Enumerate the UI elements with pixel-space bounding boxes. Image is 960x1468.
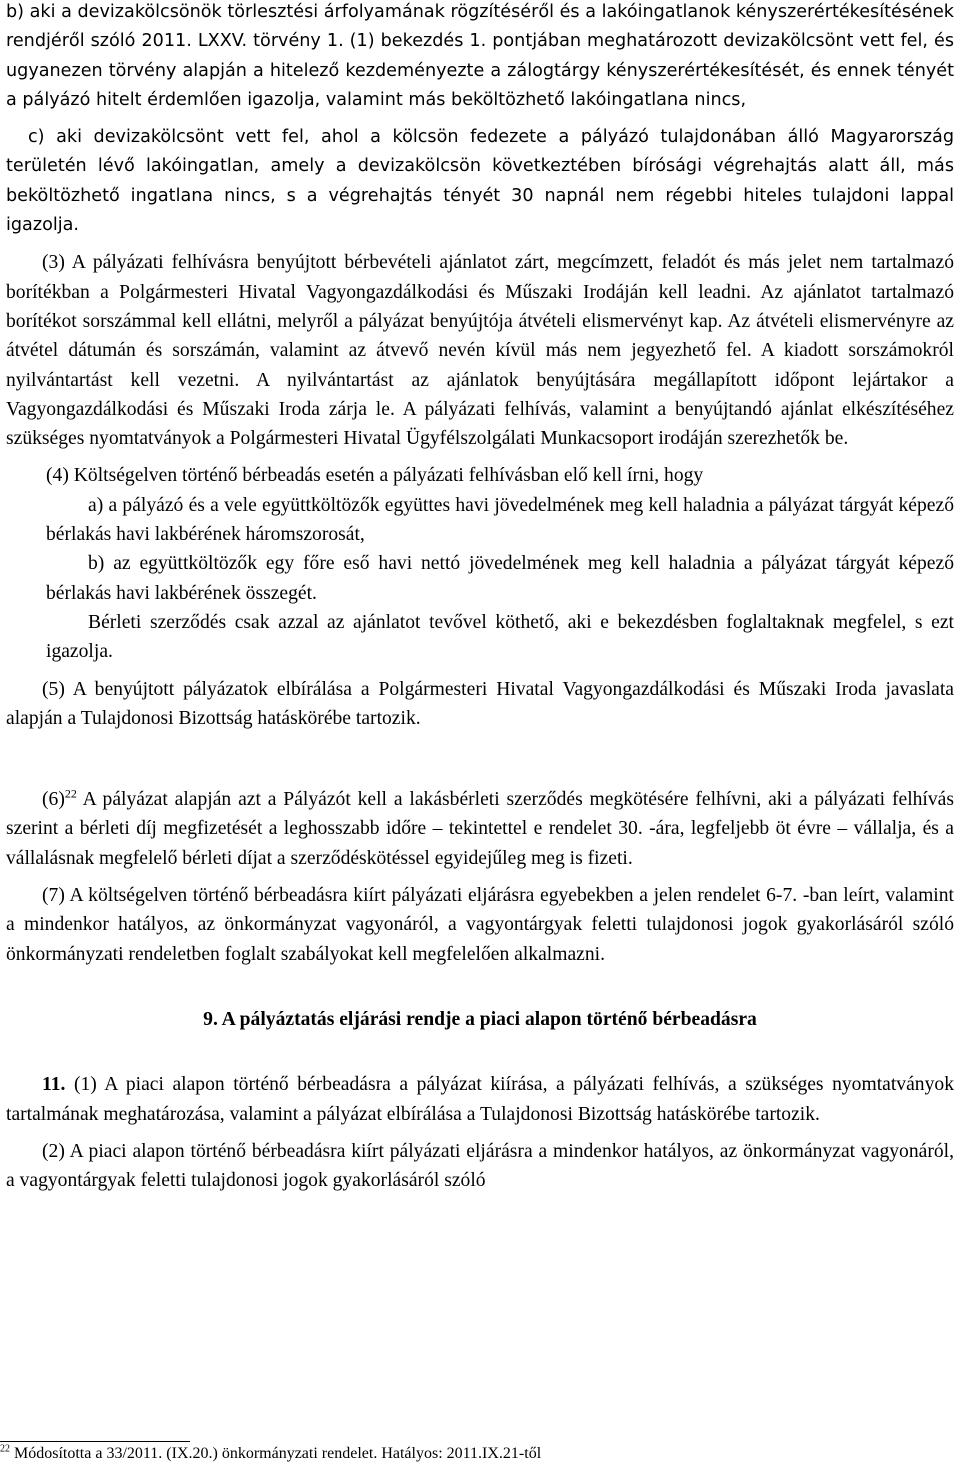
- section-number-11: 11.: [42, 1074, 66, 1096]
- paragraph-11-1-text: (1) A piaci alapon történő bérbeadásra a pályázat kiírása, a pályázati felhívás, a szükséges nyomtatványok tartalmának meghatározása, valamint a pályázat elbírálása a Tulajdonosi Bizottság hatáskörébe tartozik.: [6, 1074, 954, 1125]
- paragraph-4a: a) a pályázó és a vele együttköltözők együttes havi jövedelmének meg kell haladnia a pályázat tárgyát képező bérlakás havi lakbérének háromszorosát,: [46, 494, 954, 546]
- paragraph-11-2: (2) A piaci alapon történő bérbeadásra kiírt pályázati eljárásra a mindenkor hatályos, az önkormányzat vagyonáról, a vagyontárgyak feletti tulajdonosi jogok gyakorlásáról szóló: [6, 1140, 954, 1192]
- paragraph-7: (7) A költségelven történő bérbeadásra kiírt pályázati eljárásra egyebekben a jelen rendelet 6-7. -ban leírt, valamint a mindenkor hatályos, az önkormányzat vagyonáról, a vagyontárgyak feletti tulajdonosi jogok gyakorlásáról szóló önkormányzati rendeletben foglalt szabályokat kell megfelelően alkalmazni.: [6, 885, 954, 965]
- paragraph-11-1: [6, 1070, 954, 1129]
- section-heading-9: 9. A pályáztatás eljárási rendje a piaci alapon történő bérbeadásra: [203, 1008, 757, 1030]
- paragraph-c: c) aki devizakölcsönt vett fel, ahol a kölcsön fedezete a pályázó tulajdonában álló Magyarország területén lévő lakóingatlan, amely a devizakölcsön következtében bírósági végrehajtás alatt áll, más beköltözhető ingatlana nincs, s a végrehajtás tényét 30 napnál nem régebbi hiteles tulajdoni lappal igazolja.: [6, 127, 954, 236]
- paragraph-6-text: A pályázat alapján azt a Pályázót kell a lakásbérleti szerződés megkötésére felhívni, aki a pályázati felhívás szerint a bérleti díj megfizetését a leghosszabb időre – tekintettel e rendelet 30. -ára, legfeljebb öt évre – vállalja, és a vállalásnak megfelelő bérleti díjat a szerződéskötéssel egyidejűleg meg is fizeti.: [6, 789, 954, 869]
- footnote-text: Módosította a 33/2011. (IX.20.) önkormányzati rendelet. Hatályos: 2011.IX.21-től: [10, 1445, 542, 1462]
- paragraph-6-label: (6): [42, 789, 65, 811]
- footnote-ref-22: 22: [64, 786, 77, 801]
- document-page: [6, 0, 954, 1195]
- footnote-divider: [0, 1441, 190, 1442]
- paragraph-6: [6, 785, 954, 873]
- paragraph-5: (5) A benyújtott pályázatok elbírálása a Polgármesteri Hivatal Vagyongazdálkodási és Műszaki Iroda javaslata alapján a Tulajdonosi Bizottság hatáskörébe tartozik.: [6, 678, 954, 729]
- paragraph-4-closing: Bérleti szerződés csak azzal az ajánlatot tevővel köthető, aki e bekezdésben foglaltaknak megfelel, s ezt igazolja.: [46, 611, 954, 663]
- paragraph-3: (3) A pályázati felhívásra benyújtott bérbevételi ajánlatot zárt, megcímzett, feladót és más jelet nem tartalmazó borítékban a Polgármesteri Hivatal Vagyongazdálkodási és Műszaki Irodáján kell leadni. Az ajánlatot tartalmazó borítékot sorszámmal kell ellátni, melyről a pályázat benyújtója átvételi elismervényt kap. Az átvételi elismervényre az átvétel dátumán és sorszámán, valamint az átvevő nevén kívül más nem jegyezhető fel. A kiadott sorszámokról nyilvántartást kell vezetni. A nyilvántartást az ajánlatok benyújtására megállapított időpont lejártakor a Vagyongazdálkodási és Műszaki Iroda zárja le. A pályázati felhívás, valamint a benyújtandó ajánlat elkészítéséhez szükséges nyomtatványok a Polgármesteri Hivatal Ügyfélszolgálati Munkacsoport irodáján szerezhetők be.: [6, 252, 954, 450]
- paragraph-4b: b) az együttköltözők egy főre eső havi nettó jövedelmének meg kell haladnia a pályázat tárgyát képező bérlakás havi lakbérének összegét.: [46, 553, 954, 604]
- footnote-number: 22: [0, 1443, 10, 1455]
- footnote-22: [0, 1444, 541, 1464]
- paragraph-b: b) aki a devizakölcsönök törlesztési árfolyamának rögzítéséről és a lakóingatlanok kényszerértékesítésének rendjéről szóló 2011. LXXV. törvény 1. (1) bekezdés 1. pontjában meghatározott devizakölcsönt vett fel, és ugyanezen törvény alapján a hitelező kezdeményezte a zálogtárgy kényszerértékesítését, és ennek tényét a pályázó hitelt érdemlően igazolja, valamint más beköltözhető lakóingatlana nincs,: [6, 2, 954, 110]
- paragraph-4: (4) Költségelven történő bérbeadás esetén a pályázati felhívásban elő kell írni, hogy: [46, 465, 704, 487]
